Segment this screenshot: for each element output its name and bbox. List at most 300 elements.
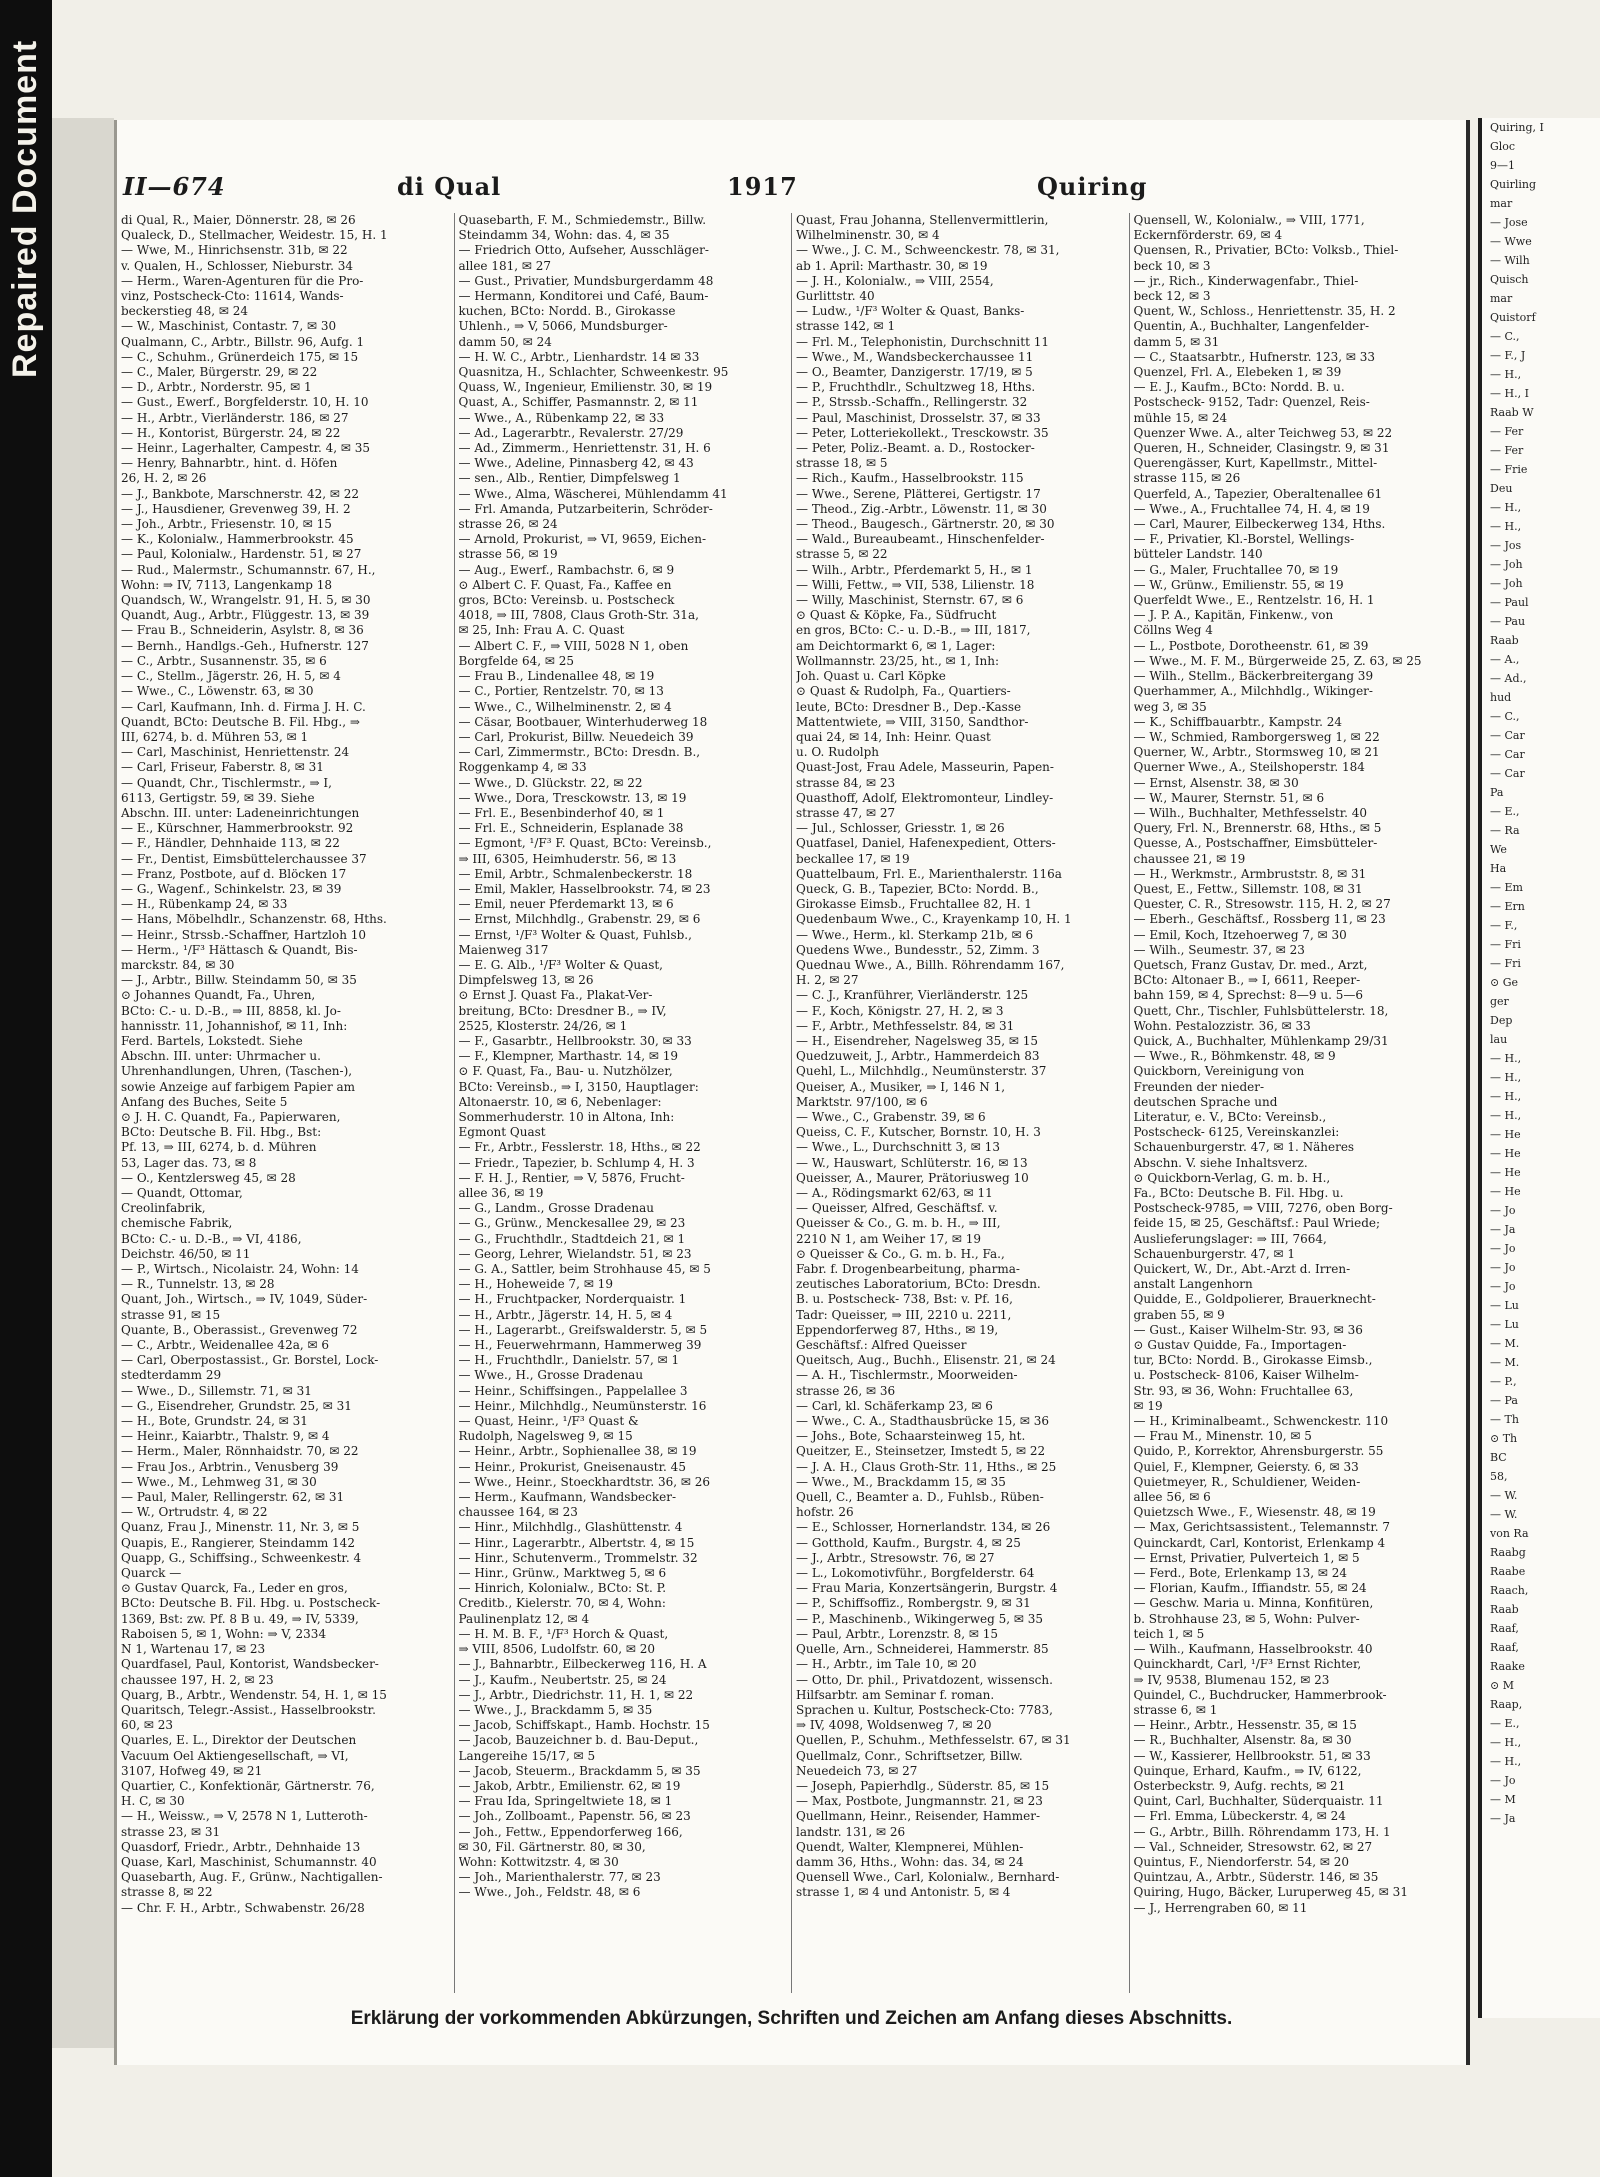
directory-entry: Quensen, R., Privatier, BCto: Volksb., Thiel- bbox=[1133, 243, 1399, 258]
directory-entry: — Arnold, Prokurist, ⇒ VI, 9659, Eichen- bbox=[458, 532, 707, 547]
directory-entry: Quinckhardt, Carl, ¹/F³ Ernst Richter, bbox=[1133, 1657, 1362, 1672]
adjacent-page-fragment: Deu bbox=[1490, 482, 1513, 495]
directory-entry: Quesse, A., Postschaffner, Eimsbütteler- bbox=[1133, 836, 1378, 851]
directory-entry: Schauenburgerstr. 47, ✉ 1. Näheres bbox=[1133, 1140, 1355, 1155]
directory-entry: 2525, Klosterstr. 24/26, ✉ 1 bbox=[458, 1018, 628, 1033]
directory-entry: strasse 142, ✉ 1 bbox=[796, 319, 896, 334]
directory-entry: — P., Fruchthdlr., Schultzweg 18, Hths. bbox=[796, 380, 1036, 395]
directory-entry: — H. W. C., Arbtr., Lienhardstr. 14 ✉ 33 bbox=[458, 349, 700, 364]
directory-entry: ⊙ Quickborn-Verlag, G. m. b. H., bbox=[1133, 1170, 1331, 1185]
directory-entry: Hilfsarbtr. am Seminar f. roman. bbox=[796, 1687, 995, 1702]
directory-entry: — A. H., Tischlermstr., Moorweiden- bbox=[796, 1368, 1018, 1383]
directory-entry: — H., Feuerwehrmann, Hammerweg 39 bbox=[458, 1338, 702, 1353]
adjacent-page-fragment: Raabg bbox=[1490, 1546, 1526, 1559]
directory-entry: — Wwe., A., Fruchtallee 74, H. 4, ✉ 19 bbox=[1133, 501, 1370, 516]
directory-entry: Sommerhuderstr. 10 in Altona, Inh: bbox=[458, 1109, 675, 1124]
directory-entry: beckallee 17, ✉ 19 bbox=[796, 851, 910, 866]
adjacent-page-fragment: Raaf, bbox=[1490, 1641, 1519, 1654]
directory-entry: — Frl. M., Telephonistin, Durchschnitt 11 bbox=[796, 334, 1050, 349]
directory-entry: — Wwe., Joh., Feldstr. 48, ✉ 6 bbox=[458, 1885, 641, 1900]
directory-entry: Postscheck- 6125, Vereinskanzlei: bbox=[1133, 1125, 1340, 1140]
directory-entry: — Hinr., Lagerarbtr., Albertstr. 4, ✉ 15 bbox=[458, 1535, 695, 1550]
directory-entry: Quellmann, Heinr., Reisender, Hammer- bbox=[796, 1809, 1041, 1824]
directory-entry: strasse 5, ✉ 22 bbox=[796, 547, 888, 562]
directory-entry: — Wwe., M., Lehmweg 31, ✉ 30 bbox=[121, 1474, 317, 1489]
directory-entry: Uhrenhandlungen, Uhren, (Taschen-), bbox=[121, 1064, 353, 1079]
adjacent-page-fragment: ⊙ Th bbox=[1490, 1432, 1518, 1445]
directory-entry: Quetsch, Franz Gustav, Dr. med., Arzt, bbox=[1133, 957, 1368, 972]
directory-entry: — J., Bahnarbtr., Eilbeckerweg 116, H. A bbox=[458, 1657, 707, 1672]
directory-entry: strasse 91, ✉ 15 bbox=[121, 1307, 221, 1322]
directory-entry: ⊙ Gustav Quidde, Fa., Importagen- bbox=[1133, 1338, 1347, 1353]
directory-entry: Querner Wwe., A., Steilshoperstr. 184 bbox=[1133, 760, 1365, 775]
directory-entry: — Aug., Ewerf., Rambachstr. 6, ✉ 9 bbox=[458, 562, 675, 577]
directory-entry: ⊙ Albert C. F. Quast, Fa., Kaffee en bbox=[458, 577, 672, 592]
directory-entry: breitung, BCto: Dresdner B., ⇒ IV, bbox=[458, 1003, 667, 1018]
directory-entry: BCto: C.- u. D.-B., ⇒ VI, 4186, bbox=[121, 1231, 302, 1246]
directory-entry: H. C, ✉ 30 bbox=[121, 1794, 185, 1809]
directory-entry: deutschen Sprache und bbox=[1133, 1094, 1278, 1109]
directory-entry: — H. M. B. F., ¹/F³ Horch & Quast, bbox=[458, 1626, 669, 1641]
directory-entry: — Hermann, Konditorei und Café, Baum- bbox=[458, 289, 709, 304]
directory-entry: Quedenbaum Wwe., C., Krayenkamp 10, H. 1 bbox=[796, 912, 1072, 927]
adjacent-page-fragment: — Jo bbox=[1490, 1280, 1516, 1293]
directory-entry: — Carl, Maschinist, Henriettenstr. 24 bbox=[121, 745, 350, 760]
directory-entry: — C., Arbtr., Susannenstr. 35, ✉ 6 bbox=[121, 653, 327, 668]
directory-entry: Quast, A., Schiffer, Pasmannstr. 2, ✉ 11 bbox=[458, 395, 699, 410]
directory-entry: Quintzau, A., Arbtr., Süderstr. 146, ✉ 35 bbox=[1133, 1870, 1379, 1885]
directory-entry: — Wwe, M., Hinrichsenstr. 31b, ✉ 22 bbox=[121, 243, 348, 258]
directory-entry: — W., Grünw., Emilienstr. 55, ✉ 19 bbox=[1133, 577, 1344, 592]
directory-entry: — Ernst, ¹/F³ Wolter & Quast, Fuhlsb., bbox=[458, 927, 692, 942]
directory-entry: Quietzsch Wwe., F., Wiesenstr. 48, ✉ 19 bbox=[1133, 1505, 1376, 1520]
directory-entry: — Ad., Lagerarbtr., Revalerstr. 27/29 bbox=[458, 425, 684, 440]
directory-entry: Geschäftsf.: Alfred Queisser bbox=[796, 1338, 967, 1353]
directory-entry: — Fr., Arbtr., Fesslerstr. 18, Hths., ✉ 22 bbox=[458, 1140, 701, 1155]
directory-entry: weg 3, ✉ 35 bbox=[1133, 699, 1207, 714]
directory-entry: Quellmalz, Conr., Schriftsetzer, Billw. bbox=[796, 1748, 1023, 1763]
adjacent-page-fragment: Raap, bbox=[1490, 1698, 1523, 1711]
adjacent-page-fragment: — F., bbox=[1490, 919, 1518, 932]
directory-entry: — H., Arbtr., Vierländerstr. 186, ✉ 27 bbox=[121, 410, 349, 425]
directory-entry: Postscheck-9785, ⇒ VIII, 7276, oben Borg- bbox=[1133, 1201, 1393, 1216]
directory-entry: Wilhelminenstr. 30, ✉ 4 bbox=[796, 228, 940, 243]
directory-entry: — F., Koch, Königstr. 27, H. 2, ✉ 3 bbox=[796, 1003, 1004, 1018]
directory-entry: — H., Weissw., ⇒ V, 2578 N 1, Lutteroth- bbox=[121, 1809, 368, 1824]
directory-entry: ⇒ IV, 4098, Woldsenweg 7, ✉ 20 bbox=[796, 1718, 992, 1733]
adjacent-page-fragment: — Ja bbox=[1490, 1812, 1516, 1825]
directory-entry: — Geschw. Maria u. Minna, Konfitüren, bbox=[1133, 1596, 1374, 1611]
directory-entry: — Emil, Makler, Hasselbrookstr. 74, ✉ 23 bbox=[458, 881, 711, 896]
directory-entry: Abschn. V. siehe Inhaltsverz. bbox=[1133, 1155, 1308, 1170]
directory-entry: — E., Kürschner, Hammerbrookstr. 92 bbox=[121, 821, 354, 836]
directory-entry: — Herm., Kaufmann, Wandsbecker- bbox=[458, 1490, 677, 1505]
adjacent-page-fragment: Raab bbox=[1490, 1603, 1519, 1616]
directory-entry: — Wwe., Serene, Plätterei, Gertigstr. 17 bbox=[796, 486, 1041, 501]
directory-entry: beckerstieg 48, ✉ 24 bbox=[121, 304, 249, 319]
directory-entry: ⊙ F. Quast, Fa., Bau- u. Nutzhölzer, bbox=[458, 1064, 673, 1079]
directory-entry: — L., Postbote, Dorotheenstr. 61, ✉ 39 bbox=[1133, 638, 1369, 653]
directory-entry: — C., Stellm., Jägerstr. 26, H. 5, ✉ 4 bbox=[121, 669, 341, 684]
directory-entry: u. O. Rudolph bbox=[796, 745, 880, 760]
directory-entry: Quendt, Walter, Klempnerei, Mühlen- bbox=[796, 1839, 1024, 1854]
directory-entry: — Wwe., C. A., Stadthausbrücke 15, ✉ 36 bbox=[796, 1414, 1050, 1429]
directory-entry: — C. J., Kranführer, Vierländerstr. 125 bbox=[796, 988, 1029, 1003]
directory-entry: chemische Fabrik, bbox=[121, 1216, 233, 1231]
directory-entry: Ferd. Bartels, Lokstedt. Siehe bbox=[121, 1033, 303, 1048]
directory-entry: — Frl. E., Besenbinderhof 40, ✉ 1 bbox=[458, 805, 665, 820]
directory-entry: Querengässer, Kurt, Kapellmstr., Mittel- bbox=[1133, 456, 1378, 471]
adjacent-page-fragment: Raake bbox=[1490, 1660, 1525, 1673]
directory-entry: marckstr. 84, ✉ 30 bbox=[121, 957, 235, 972]
directory-entry: — Florian, Kaufm., Iffiandstr. 55, ✉ 24 bbox=[1133, 1581, 1367, 1596]
directory-entry: — Paul, Maschinist, Drosselstr. 37, ✉ 33 bbox=[796, 410, 1041, 425]
adjacent-page-fragment: — H., bbox=[1490, 368, 1522, 381]
directory-entry: — Heinr., Strssb.-Schaffner, Hartzloh 10 bbox=[121, 927, 367, 942]
directory-entry: allee 36, ✉ 19 bbox=[458, 1186, 544, 1200]
directory-entry: Qualmann, C., Arbtr., Billstr. 96, Aufg. 1 bbox=[121, 334, 365, 349]
directory-entry: — Frl. E., Schneiderin, Esplanade 38 bbox=[458, 821, 684, 836]
directory-entry: Queiser, A., Musiker, ⇒ I, 146 N 1, bbox=[796, 1079, 1006, 1094]
adjacent-page-fragment: Raab bbox=[1490, 634, 1519, 647]
adjacent-page-fragment: — Jo bbox=[1490, 1261, 1516, 1274]
directory-entry: Abschn. III. unter: Ladeneinrichtungen bbox=[121, 805, 360, 820]
directory-entry: — Hinrich, Kolonialw., BCto: St. P. bbox=[458, 1581, 667, 1596]
directory-entry: — Ernst, Alsenstr. 38, ✉ 30 bbox=[1133, 775, 1299, 790]
directory-entry: — P., Maschinenb., Wikingerweg 5, ✉ 35 bbox=[796, 1611, 1044, 1626]
adjacent-page-fragment: — He bbox=[1490, 1185, 1521, 1198]
adjacent-page-fragment: Quisch bbox=[1490, 273, 1529, 286]
directory-entry: — Wwe., Alma, Wäscherei, Mühlendamm 41 bbox=[458, 486, 728, 501]
directory-entry: damm 36, Hths., Wohn: das. 34, ✉ 24 bbox=[796, 1854, 1024, 1869]
directory-entry: — G., Wagenf., Schinkelstr. 23, ✉ 39 bbox=[121, 881, 342, 896]
directory-entry: — J. P. A., Kapitän, Finkenw., von bbox=[1133, 608, 1334, 623]
directory-entry: — Wwe., Herm., kl. Sterkamp 21b, ✉ 6 bbox=[796, 927, 1034, 942]
directory-entry: Roggenkamp 4, ✉ 33 bbox=[458, 760, 587, 775]
adjacent-page-fragment: BC bbox=[1490, 1451, 1507, 1464]
directory-entry: Fa., BCto: Deutsche B. Fil. Hbg. u. bbox=[1133, 1186, 1344, 1200]
directory-entry: — C., Schuhm., Grünerdeich 175, ✉ 15 bbox=[121, 349, 359, 364]
directory-entry: — P., Schiffsoffiz., Rombergstr. 9, ✉ 31 bbox=[796, 1596, 1031, 1611]
directory-entry: — Gotthold, Kaufm., Burgstr. 4, ✉ 25 bbox=[796, 1535, 1021, 1550]
directory-entry: Creditb., Kielerstr. 70, ✉ 4, Wohn: bbox=[458, 1596, 666, 1611]
directory-entry: — Heinr., Arbtr., Hessenstr. 35, ✉ 15 bbox=[1133, 1718, 1357, 1733]
directory-entry: — Bernh., Handlgs.-Geh., Hufnerstr. 127 bbox=[121, 638, 369, 653]
directory-entry: — Max, Postbote, Jungmannstr. 21, ✉ 23 bbox=[796, 1794, 1043, 1809]
directory-entry: — G., Arbtr., Billh. Röhrendamm 173, H. 1 bbox=[1133, 1824, 1391, 1839]
directory-entry: — Carl, kl. Schäferkamp 23, ✉ 6 bbox=[796, 1398, 993, 1413]
directory-entry: — Gust., Privatier, Mundsburgerdamm 48 bbox=[458, 273, 714, 288]
directory-entry: Quante, B., Oberassist., Grevenweg 72 bbox=[121, 1322, 358, 1337]
adjacent-page-fragment: — H., bbox=[1490, 1755, 1522, 1768]
directory-entry: — H., Arbtr., Jägerstr. 14, H. 5, ✉ 4 bbox=[458, 1307, 673, 1322]
adjacent-page-fragment: lau bbox=[1490, 1033, 1508, 1046]
directory-entry: Quickert, W., Dr., Abt.-Arzt d. Irren- bbox=[1133, 1262, 1351, 1277]
directory-entry: — Wwe., L., Durchschnitt 3, ✉ 13 bbox=[796, 1140, 1000, 1155]
directory-column-3 bbox=[792, 213, 1130, 1993]
directory-entry: III, 6274, b. d. Mühren 53, ✉ 1 bbox=[121, 729, 309, 744]
directory-entry: chaussee 164, ✉ 23 bbox=[458, 1505, 578, 1520]
directory-entry: 4018, ⇒ III, 7808, Claus Groth-Str. 31a, bbox=[458, 608, 699, 623]
adjacent-page-fragment: — Lu bbox=[1490, 1299, 1519, 1312]
directory-entry: 6113, Gertigstr. 59, ✉ 39. Siehe bbox=[121, 790, 315, 805]
directory-entry: ⊙ J. H. C. Quandt, Fa., Papierwaren, bbox=[121, 1109, 341, 1124]
directory-entry: Quase, Karl, Maschinist, Schumannstr. 40 bbox=[121, 1854, 377, 1869]
adjacent-page-fragment: — Fer bbox=[1490, 425, 1524, 438]
directory-entry: Dimpfelsweg 13, ✉ 26 bbox=[458, 973, 594, 988]
directory-entry: Vacuum Oel Aktiengesellschaft, ⇒ VI, bbox=[121, 1748, 349, 1763]
directory-entry: Fabr. f. Drogenbearbeitung, pharma- bbox=[796, 1262, 1020, 1277]
adjacent-page-fragment: ger bbox=[1490, 995, 1509, 1008]
adjacent-page-fragment: — Fri bbox=[1490, 957, 1521, 970]
directory-entry: Cöllns Weg 4 bbox=[1133, 623, 1213, 638]
directory-entry: — Wilh., Kaufmann, Hasselbrookstr. 40 bbox=[1133, 1642, 1373, 1657]
directory-entry: Quast-Jost, Frau Adele, Masseurin, Papen- bbox=[796, 760, 1054, 775]
adjacent-page-fragment: — Frie bbox=[1490, 463, 1528, 476]
adjacent-page-fragment: — Jo bbox=[1490, 1242, 1516, 1255]
directory-entry: Quinque, Erhard, Kaufm., ⇒ IV, 6122, bbox=[1133, 1763, 1362, 1778]
adjacent-page-fragment: — Jo bbox=[1490, 1774, 1516, 1787]
directory-entry: — F., Privatier, Kl.-Borstel, Wellings- bbox=[1133, 532, 1355, 547]
adjacent-page-fragment: — E., bbox=[1490, 1717, 1520, 1730]
directory-entry: Uhlenh., ⇒ V, 5066, Mundsburger- bbox=[458, 319, 668, 334]
directory-entry: — Heinr., Kaiarbtr., Thalstr. 9, ✉ 4 bbox=[121, 1429, 330, 1444]
directory-entry: bütteler Landstr. 140 bbox=[1133, 547, 1263, 562]
directory-entry: kuchen, BCto: Nordd. B., Girokasse bbox=[458, 304, 676, 319]
directory-entry: — Wwe., A., Rübenkamp 22, ✉ 33 bbox=[458, 410, 665, 425]
directory-entry: Quiel, F., Klempner, Geiersty. 6, ✉ 33 bbox=[1133, 1459, 1359, 1474]
range-end: Quiring bbox=[1037, 172, 1148, 201]
adjacent-page-fragment: — M. bbox=[1490, 1337, 1520, 1350]
directory-entry: strasse 115, ✉ 26 bbox=[1133, 471, 1241, 486]
directory-entry: teich 1, ✉ 5 bbox=[1133, 1626, 1205, 1641]
directory-entry: Quedens Wwe., Bundesstr., 52, Zimm. 3 bbox=[796, 942, 1040, 957]
adjacent-page-fragment: Raach, bbox=[1490, 1584, 1529, 1597]
directory-entry: Eppendorferweg 87, Hths., ✉ 19, bbox=[796, 1322, 999, 1337]
directory-entry: — Jacob, Bauzeichner b. d. Bau-Deput., bbox=[458, 1733, 699, 1748]
directory-entry: Wollmannstr. 23/25, ht., ✉ 1, Inh: bbox=[796, 653, 1000, 668]
directory-entry: — Val., Schneider, Stresowstr. 62, ✉ 27 bbox=[1133, 1839, 1373, 1854]
directory-entry: Quell, C., Beamter a. D., Fuhlsb., Rüben- bbox=[796, 1490, 1044, 1505]
adjacent-page-fragment: — Th bbox=[1490, 1413, 1519, 1426]
directory-entry: — J., Bankbote, Marschnerstr. 42, ✉ 22 bbox=[121, 486, 359, 501]
directory-entry: strasse 8, ✉ 22 bbox=[121, 1885, 213, 1900]
directory-entry: — Frau B., Lindenallee 48, ✉ 19 bbox=[458, 669, 655, 684]
directory-entry: Str. 93, ✉ 36, Wohn: Fruchtallee 63, bbox=[1133, 1383, 1354, 1398]
directory-entry: — C., Portier, Rentzelstr. 70, ✉ 13 bbox=[458, 684, 664, 699]
adjacent-page-fragment: — Pa bbox=[1490, 1394, 1518, 1407]
directory-entry: Quindel, C., Buchdrucker, Hammerbrook- bbox=[1133, 1687, 1387, 1702]
directory-entry: Quintus, F., Niendorferstr. 54, ✉ 20 bbox=[1133, 1854, 1350, 1869]
adjacent-page-fragment: — H., bbox=[1490, 520, 1522, 533]
directory-entry: ⇒ VIII, 8506, Ludolfstr. 60, ✉ 20 bbox=[458, 1642, 655, 1657]
directory-entry: chaussee 197, H. 2, ✉ 23 bbox=[121, 1672, 274, 1687]
directory-entry: Querfeld, A., Tapezier, Oberaltenallee 61 bbox=[1133, 486, 1383, 501]
directory-entry: Creolinfabrik, bbox=[121, 1201, 206, 1216]
directory-entry: — Wwe., C., Löwenstr. 63, ✉ 30 bbox=[121, 684, 314, 699]
adjacent-page-fragment: — Ad., bbox=[1490, 672, 1527, 685]
directory-entry: Joh. Quast u. Carl Köpke bbox=[796, 669, 946, 684]
directory-entry: — Jacob, Schiffskapt., Hamb. Hochstr. 15 bbox=[458, 1718, 710, 1733]
directory-entry: Quanz, Frau J., Minenstr. 11, Nr. 3, ✉ 5 bbox=[121, 1520, 360, 1535]
directory-entry: — Wilh., Buchhalter, Methfesselstr. 40 bbox=[1133, 805, 1368, 820]
directory-entry: — Wwe., Heinr., Stoeckhardtstr. 36, ✉ 26 bbox=[458, 1474, 711, 1489]
directory-entry: damm 50, ✉ 24 bbox=[458, 334, 552, 349]
abbreviation-note: Erklärung der vorkommenden Abkürzungen, Schriften und Zeichen am Anfang dieses Abschnitts. bbox=[350, 2008, 1233, 2029]
directory-entry: BCto: Altonaer B., ⇒ I, 6611, Reeper- bbox=[1133, 973, 1361, 988]
directory-entry: Raboisen 5, ✉ 1, Wohn: ⇒ V, 2334 bbox=[121, 1626, 327, 1641]
directory-entry: — W., Schmied, Ramborgersweg 1, ✉ 22 bbox=[1133, 729, 1380, 744]
directory-entry: Quednau Wwe., A., Billh. Röhrendamm 167, bbox=[796, 957, 1065, 972]
directory-entry: — Willy, Maschinist, Sternstr. 67, ✉ 6 bbox=[796, 593, 1024, 608]
directory-entry: chaussee 21, ✉ 19 bbox=[1133, 851, 1246, 866]
adjacent-page-fragment: — Jose bbox=[1490, 216, 1528, 229]
directory-entry: — Heinr., Arbtr., Sophienallee 38, ✉ 19 bbox=[458, 1444, 697, 1459]
directory-entry: — W., Ortrudstr. 4, ✉ 22 bbox=[121, 1505, 268, 1520]
directory-entry: — P., Wirtsch., Nicolaistr. 24, Wohn: 14 bbox=[121, 1262, 359, 1277]
directory-entry: Quidde, E., Goldpolierer, Brauerknecht- bbox=[1133, 1292, 1376, 1307]
directory-entry: — Paul, Maler, Rellingerstr. 62, ✉ 31 bbox=[121, 1490, 345, 1505]
directory-entry: Quensell Wwe., Carl, Kolonialw., Bernhard- bbox=[796, 1870, 1060, 1885]
directory-entry: — Friedr., Tapezier, b. Schlump 4, H. 3 bbox=[458, 1155, 695, 1170]
adjacent-page-fragment: von Ra bbox=[1490, 1527, 1529, 1540]
directory-entry: — Jacob, Steuerm., Brackdamm 5, ✉ 35 bbox=[458, 1763, 701, 1778]
directory-entry: — Friedrich Otto, Aufseher, Ausschläger- bbox=[458, 243, 709, 258]
directory-entry: — Joseph, Papierhdlg., Süderstr. 85, ✉ 15 bbox=[796, 1778, 1050, 1793]
directory-entry: Queren, H., Schneider, Clasingstr. 9, ✉ 31 bbox=[1133, 441, 1390, 456]
directory-entry: Osterbeckstr. 9, Aufg. rechts, ✉ 21 bbox=[1133, 1778, 1346, 1793]
directory-entry: — R., Buchhalter, Alsenstr. 8a, ✉ 30 bbox=[1133, 1733, 1352, 1748]
adjacent-page-fragment: — C., bbox=[1490, 330, 1520, 343]
directory-entry: Quant, Joh., Wirtsch., ⇒ IV, 1049, Süder- bbox=[121, 1292, 368, 1307]
directory-entry: 53, Lager das. 73, ✉ 8 bbox=[121, 1155, 257, 1170]
directory-entry: Quasebarth, Aug. F., Grünw., Nachtigallen- bbox=[121, 1870, 383, 1885]
directory-entry: — Ernst, Privatier, Pulverteich 1, ✉ 5 bbox=[1133, 1550, 1360, 1565]
directory-entry: ✉ 19 bbox=[1133, 1398, 1163, 1413]
directory-entry: — C., Arbtr., Weidenallee 42a, ✉ 6 bbox=[121, 1338, 329, 1353]
adjacent-page-fragment: ⊙ Ge bbox=[1490, 976, 1519, 989]
directory-entry: strasse 26, ✉ 24 bbox=[458, 517, 558, 532]
directory-entry: Quelle, Arn., Schneiderei, Hammerstr. 85 bbox=[796, 1642, 1049, 1657]
directory-entry: — Wilh., Arbtr., Pferdemarkt 5, H., ✉ 1 bbox=[796, 562, 1033, 577]
directory-entry: Girokasse Eimsb., Fruchtallee 82, H. 1 bbox=[796, 897, 1032, 912]
adjacent-page-fragment: — Fer bbox=[1490, 444, 1524, 457]
directory-entry: — D., Arbtr., Norderstr. 95, ✉ 1 bbox=[121, 380, 312, 395]
directory-entry: Postscheck- 9152, Tadr: Quenzel, Reis- bbox=[1133, 395, 1370, 410]
adjacent-page-fragment: 58, bbox=[1490, 1470, 1508, 1483]
adjacent-page-fragment: mar bbox=[1490, 197, 1513, 210]
directory-entry: anstalt Langenhorn bbox=[1133, 1277, 1253, 1292]
directory-entry: — Emil, Koch, Itzehoerweg 7, ✉ 30 bbox=[1133, 927, 1347, 942]
adjacent-page-fragment: — H., bbox=[1490, 1071, 1522, 1084]
directory-entry: am Deichtormarkt 6, ✉ 1, Lager: bbox=[796, 638, 996, 653]
directory-entry: — H., Lagerarbt., Greifswalderstr. 5, ✉ 5 bbox=[458, 1322, 708, 1337]
directory-entry: — E. J., Kaufm., BCto: Nordd. B. u. bbox=[1133, 380, 1345, 395]
directory-entry: — Frau M., Minenstr. 10, ✉ 5 bbox=[1133, 1429, 1312, 1444]
adjacent-page-fragment: Quiring, I bbox=[1490, 121, 1544, 134]
directory-entry: — Theod., Zig.-Arbtr., Löwenstr. 11, ✉ 30 bbox=[796, 501, 1047, 516]
directory-entry: — Wwe., J., Brackdamm 5, ✉ 35 bbox=[458, 1702, 653, 1717]
directory-entry: — Paul, Arbtr., Lorenzstr. 8, ✉ 15 bbox=[796, 1626, 998, 1641]
directory-entry: — Frau Maria, Konzertsängerin, Burgstr. 4 bbox=[796, 1581, 1058, 1596]
adjacent-page-fragment: Raaf, bbox=[1490, 1622, 1519, 1635]
directory-entry: — Hinr., Schutenverm., Trommelstr. 32 bbox=[458, 1550, 698, 1565]
directory-entry: Paulinenplatz 12, ✉ 4 bbox=[458, 1611, 590, 1626]
directory-entry: strasse 84, ✉ 23 bbox=[796, 775, 896, 790]
directory-column-4 bbox=[1130, 213, 1468, 1993]
directory-entry: Maienweg 317 bbox=[458, 942, 549, 957]
directory-entry: Anfang des Buches, Seite 5 bbox=[121, 1094, 288, 1109]
directory-entry: ⇒ III, 6305, Heimhuderstr. 56, ✉ 13 bbox=[458, 851, 677, 866]
adjacent-page-fragment: — W. bbox=[1490, 1489, 1518, 1502]
directory-entry: — Wwe., J. C. M., Schweenckestr. 78, ✉ 31, bbox=[796, 243, 1060, 258]
adjacent-page-fragment: — A., bbox=[1490, 653, 1520, 666]
adjacent-page-fragment: — C., bbox=[1490, 710, 1520, 723]
directory-entry: — J., Arbtr., Diedrichstr. 11, H. 1, ✉ 22 bbox=[458, 1687, 694, 1702]
directory-entry: — Peter, Lotteriekollekt., Tresckowstr. 35 bbox=[796, 425, 1049, 440]
directory-entry: — J. H., Kolonialw., ⇒ VIII, 2554, bbox=[796, 273, 994, 288]
directory-entry: — Wwe., M., Wandsbeckerchaussee 11 bbox=[796, 349, 1034, 364]
directory-entry: — Willi, Fettw., ⇒ VII, 538, Lilienstr. 18 bbox=[796, 577, 1035, 592]
adjacent-page-fragment: — Wilh bbox=[1490, 254, 1530, 267]
directory-entry: — Albert C. F., ⇒ VIII, 5028 N 1, oben bbox=[458, 638, 689, 653]
directory-entry: Quattelbaum, Frl. E., Marienthalerstr. 116a bbox=[796, 866, 1062, 881]
directory-entry: Quartier, C., Konfektionär, Gärtnerstr. 76, bbox=[121, 1778, 375, 1793]
directory-entry: Queitsch, Aug., Buchh., Elisenstr. 21, ✉ 24 bbox=[796, 1353, 1056, 1368]
directory-entry: Egmont Quast bbox=[458, 1125, 546, 1140]
directory-entry: — Quandt, Ottomar, bbox=[121, 1186, 243, 1200]
adjacent-page-fragment: — F., J bbox=[1490, 349, 1526, 362]
directory-entry: Queisser & Co., G. m. b. H., ⇒ III, bbox=[796, 1216, 1001, 1231]
directory-entry: — G., Fruchthdlr., Stadtdeich 21, ✉ 1 bbox=[458, 1231, 686, 1246]
directory-entry: leute, BCto: Dresdner B., Dep.-Kasse bbox=[796, 699, 1022, 714]
directory-entry: Quarles, E. L., Direktor der Deutschen bbox=[121, 1733, 357, 1748]
directory-entry: — Jul., Schlosser, Griesstr. 1, ✉ 26 bbox=[796, 821, 1005, 836]
directory-entry: — Egmont, ¹/F³ F. Quast, BCto: Vereinsb., bbox=[458, 836, 712, 851]
directory-entry: — Franz, Postbote, auf d. Blöcken 17 bbox=[121, 866, 347, 881]
directory-entry: Quandt, BCto: Deutsche B. Fil. Hbg., ⇒ bbox=[121, 714, 360, 729]
directory-entry: ⊙ Gustav Quarck, Fa., Leder en gros, bbox=[121, 1581, 348, 1596]
adjacent-page-fragment: — H., bbox=[1490, 1052, 1522, 1065]
directory-entry: — Heinr., Lagerhalter, Campestr. 4, ✉ 35 bbox=[121, 441, 371, 456]
adjacent-page-edge bbox=[1478, 118, 1600, 2018]
directory-entry: Langereihe 15/17, ✉ 5 bbox=[458, 1748, 596, 1763]
adjacent-page-fragment: — Car bbox=[1490, 729, 1525, 742]
directory-entry: — Ferd., Bote, Erlenkamp 13, ✉ 24 bbox=[1133, 1566, 1348, 1581]
directory-entry: Quass, W., Ingenieur, Emilienstr. 30, ✉ 19 bbox=[458, 380, 713, 395]
directory-entry: Quellen, P., Schuhm., Methfesselstr. 67, ✉ 31 bbox=[796, 1733, 1071, 1748]
adjacent-page-fragment: — Jos bbox=[1490, 539, 1522, 552]
directory-entry: Queitzer, E., Steinsetzer, Imstedt 5, ✉ 22 bbox=[796, 1444, 1046, 1459]
directory-entry: — Rud., Malermstr., Schumannstr. 67, H., bbox=[121, 562, 376, 577]
directory-entry: — H., Kriminalbeamt., Schwenckestr. 110 bbox=[1133, 1414, 1389, 1429]
adjacent-page-fragment: — Wwe bbox=[1490, 235, 1532, 248]
directory-entry: — Joh., Marienthalerstr. 77, ✉ 23 bbox=[458, 1870, 661, 1885]
directory-entry: — H., Werkmstr., Armbruststr. 8, ✉ 31 bbox=[1133, 866, 1367, 881]
directory-entry: Queiss, C. F., Kutscher, Bornstr. 10, H. 3 bbox=[796, 1125, 1041, 1140]
directory-entry: Quasthoff, Adolf, Elektromonteur, Lindley- bbox=[796, 790, 1054, 805]
directory-entry: — Wilh., Seumestr. 37, ✉ 23 bbox=[1133, 942, 1305, 957]
directory-entry: — H., Eisendreher, Nagelsweg 35, ✉ 15 bbox=[796, 1033, 1039, 1048]
directory-entry: Marktstr. 97/100, ✉ 6 bbox=[796, 1094, 928, 1109]
directory-entry: Quick, A., Buchhalter, Mühlenkamp 29/31 bbox=[1133, 1033, 1389, 1048]
adjacent-page-fragment: Pa bbox=[1490, 786, 1504, 799]
directory-entry: Querner, W., Arbtr., Stormsweg 10, ✉ 21 bbox=[1133, 745, 1380, 760]
directory-entry: u. Postscheck- 8106, Kaiser Wilhelm- bbox=[1133, 1368, 1359, 1383]
directory-entry: Altonaerstr. 10, ✉ 6, Nebenlager: bbox=[458, 1094, 662, 1109]
directory-entry: — Wald., Bureaubeamt., Hinschenfelder- bbox=[796, 532, 1045, 547]
directory-entry: — Frl. Emma, Lübeckerstr. 4, ✉ 24 bbox=[1133, 1809, 1346, 1824]
